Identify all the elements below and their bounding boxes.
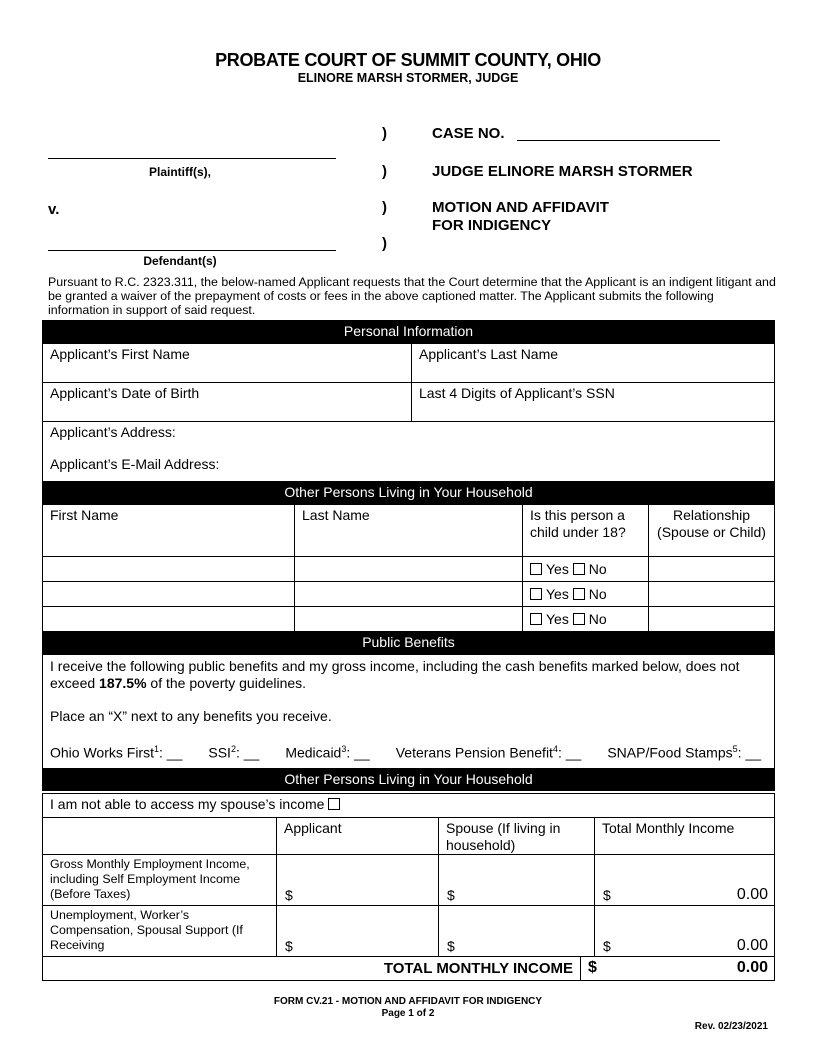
case-no-label: CASE NO. [432,125,505,142]
footnote-ref: 4 [552,744,558,754]
paren: ) [382,125,387,142]
spouse-access-row [42,793,775,818]
defendant-label: Defendant(s) [143,254,217,268]
first-name-field[interactable] [42,343,412,383]
benefit-label: SSI [208,744,231,761]
household-last-name-input[interactable] [294,556,523,582]
footnote-ref: 1 [153,744,159,754]
footnote-ref: 5 [732,744,738,754]
household-first-name-input[interactable] [42,581,295,607]
benefits-instruction: Place an “X” next to any benefits you receive. [50,708,332,724]
footnote-ref: 3 [341,744,347,754]
spouse-income-input[interactable] [438,905,595,957]
paren: ) [382,199,387,216]
ssn-field[interactable] [411,382,775,422]
no-checkbox[interactable] [573,588,585,600]
no-checkbox[interactable] [573,613,585,625]
income-col-blank [42,817,277,855]
yes-label: Yes [546,561,569,577]
benefit-item[interactable] [208,741,259,762]
case-no-field[interactable] [517,140,720,141]
intro-paragraph: Pursuant to R.C. 2323.311, the below-named Applicant requests that the Court determine that the Applicant is an indigent litigant and be granted a waiver of the prepayment of costs or fees in the above captioned matter. The Applicant submits the following information in support of said request. [48,275,776,317]
benefit-item[interactable] [285,741,369,762]
yes-checkbox[interactable] [530,563,542,575]
col-total: Total Monthly Income [594,817,775,855]
household-first-name-input[interactable] [42,556,295,582]
form-name: FORM CV.21 - MOTION AND AFFIDAVIT FOR INDIGENCY [273,996,543,1007]
benefits-header: Public Benefits [42,631,775,654]
footnote-ref: 2 [230,744,236,754]
relationship-input[interactable] [648,556,775,582]
yes-checkbox[interactable] [530,588,542,600]
no-label: No [588,611,607,627]
household-header: Other Persons Living in Your Household [42,481,775,504]
defendant-field[interactable] [48,250,336,251]
spouse-access-label: I am not able to access my spouse’s income [50,796,325,812]
relationship-input[interactable] [648,606,775,632]
dob-field[interactable] [42,382,412,422]
judge-label: JUDGE ELINORE MARSH STORMER [432,163,693,180]
benefits-text: I receive the following public benefits and my gross income, including the cash benefits marked below, does not exceed [50,658,740,691]
benefit-label: Medicaid [285,744,342,761]
dollar-sign: $ [447,938,455,954]
plaintiff-label: Plaintiff(s), [149,165,211,179]
relationship-input[interactable] [648,581,775,607]
personal-info-header: Personal Information [42,320,775,343]
dollar-sign: $ [285,938,293,954]
motion-title: MOTION AND AFFIDAVIT [432,199,609,216]
plaintiff-field[interactable] [48,158,336,159]
dollar-sign: $ [588,959,597,976]
dollar-sign: $ [447,887,455,903]
row-total [594,905,775,957]
benefit-item[interactable] [396,741,582,762]
court-title: PROBATE COURT OF SUMMIT COUNTY, OHIO [215,50,601,70]
household-last-name-input[interactable] [294,581,523,607]
benefit-label: Veterans Pension Benefit [395,744,553,761]
household-first-name-input[interactable] [42,606,295,632]
total-value: 0.00 [736,959,768,976]
yes-label: Yes [546,611,569,627]
row-total-value: 0.00 [736,937,768,954]
total-cell [580,956,775,981]
income-header: Other Persons Living in Your Household [42,768,775,791]
email-label: Applicant’s E-Mail Address: [50,456,220,472]
page-number: Page 1 of 2 [381,1008,435,1019]
spouse-access-checkbox[interactable] [328,798,340,810]
household-last-name-input[interactable] [294,606,523,632]
ssn-label: Last 4 Digits of Applicant’s SSN [419,385,615,401]
income-row-label: Gross Monthly Employment Income, including Self Employment Income (Before Taxes) [42,854,277,906]
benefits-text-end: of the poverty guidelines. [146,675,307,691]
last-name-field[interactable] [411,343,775,383]
benefits-block [42,654,775,769]
benefit-label: Ohio Works First [50,744,154,761]
dollar-sign: $ [603,887,611,903]
col-child: Is this person a child under 18? [522,504,649,557]
benefit-item[interactable] [50,741,182,762]
col-applicant: Applicant [276,817,439,855]
benefits-list [50,741,767,762]
benefit-label: SNAP/Food Stamps [607,744,733,761]
judge-subtitle: ELINORE MARSH STORMER, JUDGE [297,71,519,85]
benefit-blank: : __ [159,744,183,761]
col-spouse: Spouse (If living in household) [438,817,595,855]
total-label: TOTAL MONTHLY INCOME [42,956,581,981]
revision: Rev. 02/23/2021 [694,1021,768,1032]
benefit-blank: : __ [346,744,370,761]
dollar-sign: $ [603,938,611,954]
first-name-label: Applicant’s First Name [50,346,190,362]
col-first-name: First Name [42,504,295,557]
no-checkbox[interactable] [573,563,585,575]
row-total [594,854,775,906]
benefit-blank: : __ [235,744,260,761]
child-choice [522,606,649,632]
no-label: No [588,561,607,577]
last-name-label: Applicant’s Last Name [419,346,559,362]
benefit-item[interactable] [607,741,761,762]
child-choice [522,581,649,607]
spouse-income-input[interactable] [438,854,595,906]
dollar-sign: $ [285,887,293,903]
row-total-value: 0.00 [736,886,768,903]
dob-label: Applicant’s Date of Birth [50,385,200,401]
income-row-label: Unemployment, Worker’s Compensation, Spousal Support (If Receiving [42,905,277,957]
child-choice [522,556,649,582]
versus: v. [48,201,60,218]
paren: ) [382,163,387,180]
yes-checkbox[interactable] [530,613,542,625]
paren: ) [382,235,387,252]
applicant-income-input[interactable] [276,905,439,957]
applicant-income-input[interactable] [276,854,439,906]
col-last-name: Last Name [294,504,523,557]
motion-title-2: FOR INDIGENCY [432,217,552,234]
no-label: No [588,586,607,602]
benefit-blank: : __ [737,744,761,761]
address-label: Applicant’s Address: [50,424,176,440]
benefit-blank: : __ [557,744,582,761]
col-relationship: Relationship (Spouse or Child) [648,504,775,557]
yes-label: Yes [546,586,569,602]
poverty-pct: 187.5% [99,675,147,691]
address-block[interactable] [42,421,775,482]
